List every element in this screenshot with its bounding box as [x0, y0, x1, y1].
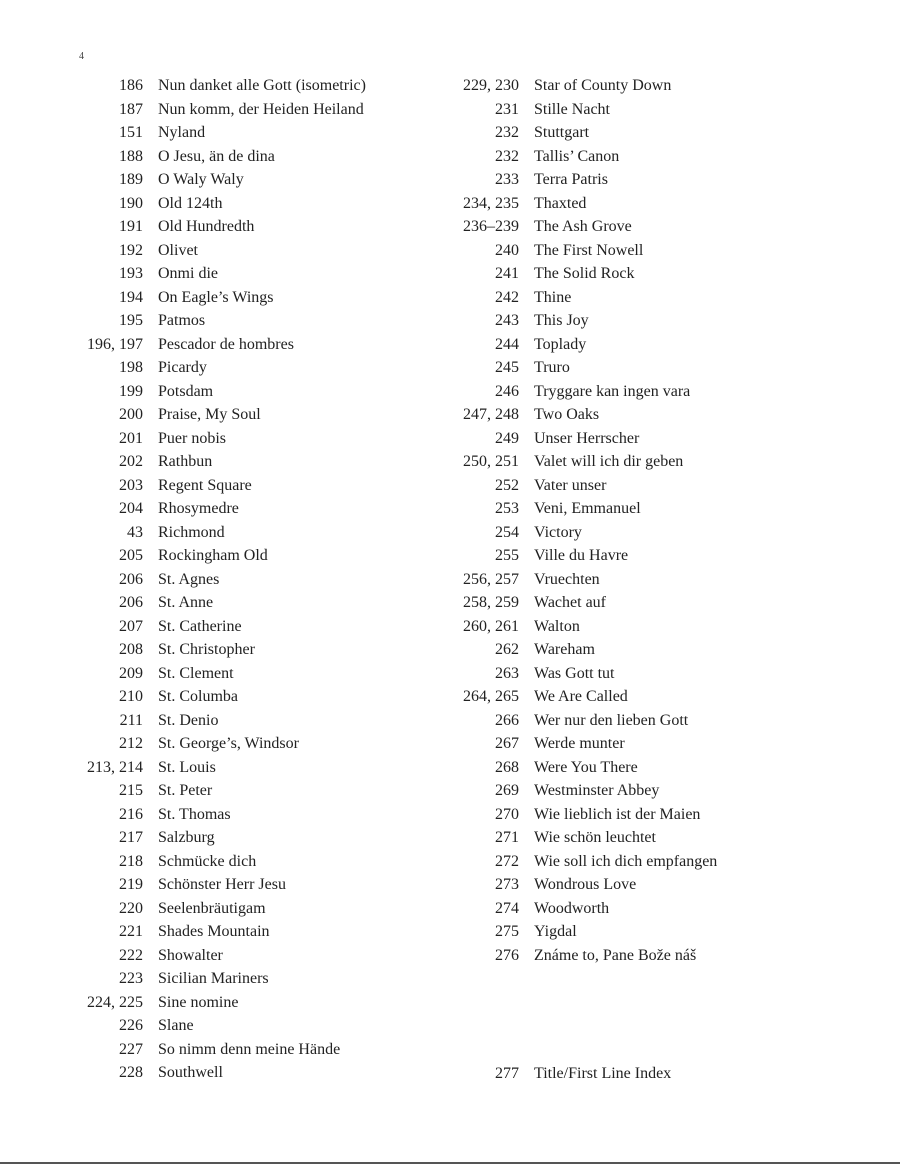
index-entry: [446, 262, 717, 286]
index-entry: [446, 638, 717, 662]
entry-number: 232: [495, 147, 519, 165]
entry-number: 194: [119, 288, 143, 306]
entry-number: 252: [495, 476, 519, 494]
index-entry: [446, 826, 717, 850]
index-entry: [446, 239, 717, 263]
index-entry: [70, 356, 366, 380]
index-entry: [70, 615, 366, 639]
entry-title: St. Catherine: [158, 617, 242, 635]
entry-number: 258, 259: [463, 594, 519, 611]
entry-title: Nun danket alle Gott (isometric): [158, 77, 366, 94]
entry-title: Nyland: [158, 124, 206, 141]
entry-number: 206: [119, 570, 143, 588]
entry-title: Onmi die: [158, 265, 218, 282]
entry-title: We Are Called: [534, 688, 628, 705]
entry-number: 190: [119, 194, 143, 212]
entry-title: Praise, My Soul: [158, 406, 261, 423]
entry-title: Rathbun: [158, 453, 213, 470]
index-entry: [446, 756, 717, 780]
index-entry: [70, 145, 366, 169]
index-entry: [70, 662, 366, 686]
entry-title: Wondrous Love: [534, 876, 637, 893]
index-entry: [70, 685, 366, 709]
index-entry: [446, 897, 717, 921]
entry-title: Tallis’ Canon: [534, 147, 620, 165]
index-entry: [446, 944, 717, 968]
entry-number: 188: [119, 147, 143, 165]
entry-number: 199: [119, 382, 143, 400]
entry-title: Schönster Herr Jesu: [158, 876, 286, 893]
index-entry: [446, 615, 717, 639]
entry-number: 250, 251: [463, 453, 519, 470]
index-entry: [70, 944, 366, 968]
entry-title: Showalter: [158, 946, 223, 964]
index-entry: [70, 1061, 366, 1085]
entry-title: Old Hundredth: [158, 218, 255, 235]
entry-title: Wer nur den lieben Gott: [534, 711, 689, 729]
entry-title: Westminster Abbey: [534, 782, 660, 799]
index-entry: [446, 544, 717, 568]
entry-number: 274: [495, 899, 519, 917]
entry-number: 204: [119, 500, 143, 517]
entry-title: Rockingham Old: [158, 547, 268, 564]
entry-title: St. Denio: [158, 711, 219, 729]
index-entry: [70, 709, 366, 733]
entry-number: 187: [119, 100, 143, 118]
entry-title: St. Columba: [158, 688, 239, 705]
index-entry: [70, 427, 366, 451]
index-entry: [446, 333, 717, 357]
entry-number: 256, 257: [463, 570, 519, 588]
index-entry: [446, 145, 717, 169]
index-entry: [70, 286, 366, 310]
entry-number: 272: [495, 852, 519, 870]
entry-title: Title/First Line Index: [534, 1065, 672, 1082]
index-entry: [70, 826, 366, 850]
index-entry: [70, 1038, 366, 1062]
entry-title: Nun komm, der Heiden Heiland: [158, 100, 364, 118]
entry-title: Stuttgart: [534, 124, 590, 141]
index-entry: [70, 920, 366, 944]
entry-number: 226: [119, 1017, 143, 1034]
index-entry: [70, 121, 366, 145]
entry-number: 277: [495, 1065, 519, 1082]
entry-number: 241: [495, 265, 519, 282]
entry-title: Was Gott tut: [534, 664, 615, 682]
entry-title: Patmos: [158, 312, 206, 329]
index-entry: [70, 450, 366, 474]
index-entry: [70, 544, 366, 568]
entry-number: 231: [495, 100, 519, 118]
entry-number: 219: [119, 876, 143, 893]
entry-number: 233: [495, 171, 519, 188]
entry-title: Richmond: [158, 523, 225, 541]
entry-title: Walton: [534, 617, 580, 635]
entry-number: 255: [495, 547, 519, 564]
entry-title: Regent Square: [158, 476, 252, 494]
entry-title: Seelenbräutigam: [158, 899, 266, 917]
index-entry: [446, 309, 717, 333]
index-entry: [446, 920, 717, 944]
entry-number: 193: [119, 265, 143, 282]
entry-title: St. Anne: [158, 594, 214, 611]
index-entry: [446, 873, 717, 897]
entry-title: Slane: [158, 1017, 194, 1034]
entry-title: Wareham: [534, 641, 595, 658]
index-entry: [446, 497, 717, 521]
entry-number: 232: [495, 124, 519, 141]
index-entry: [70, 873, 366, 897]
entry-title: St. Christopher: [158, 641, 255, 658]
index-entry: [70, 897, 366, 921]
index-entry: [446, 450, 717, 474]
index-entry: [70, 403, 366, 427]
entry-title: Toplady: [534, 335, 587, 353]
index-entry: [70, 991, 366, 1015]
entry-title: Were You There: [534, 758, 638, 776]
index-entry: [446, 192, 717, 216]
entry-title: Ville du Havre: [534, 547, 629, 564]
entry-title: The First Nowell: [534, 241, 644, 259]
entry-title: So nimm denn meine Hände: [158, 1040, 341, 1058]
entry-title: Old 124th: [158, 194, 223, 212]
entry-title: St. Thomas: [158, 805, 231, 823]
index-entry: [70, 850, 366, 874]
entry-title: On Eagle’s Wings: [158, 288, 274, 306]
entry-number: 209: [119, 664, 143, 682]
entry-title: Star of County Down: [534, 77, 672, 94]
entry-number: 224, 225: [87, 993, 143, 1011]
entry-number: 222: [119, 946, 143, 964]
entry-title: Woodworth: [534, 899, 610, 917]
entry-title: Puer nobis: [158, 429, 226, 447]
entry-number: 275: [495, 923, 519, 940]
index-entry: [446, 521, 717, 545]
index-entry: [70, 497, 366, 521]
entry-title: Shades Mountain: [158, 923, 270, 940]
entry-title: Werde munter: [534, 735, 625, 752]
entry-number: 203: [119, 476, 143, 494]
entry-title: Wie lieblich ist der Maien: [534, 805, 701, 823]
entry-title: Olivet: [158, 241, 198, 259]
entry-title: Thaxted: [534, 194, 587, 212]
entry-title: St. Agnes: [158, 570, 220, 588]
index-entry: [70, 215, 366, 239]
index-entry: [70, 967, 366, 991]
entry-number: 223: [119, 970, 143, 987]
index-entry: [446, 121, 717, 145]
entry-title: Vater unser: [534, 476, 607, 494]
entry-number: 191: [119, 218, 143, 235]
entry-number: 242: [495, 288, 519, 306]
index-entry: [446, 732, 717, 756]
entry-number: 220: [119, 899, 143, 917]
page-number: 4: [79, 51, 84, 62]
entry-number: 243: [495, 312, 519, 329]
entry-number: 276: [495, 946, 519, 964]
index-entry: [446, 215, 717, 239]
entry-title: Wachet auf: [534, 594, 606, 611]
entry-title: Southwell: [158, 1064, 223, 1081]
entry-title: Terra Patris: [534, 171, 608, 188]
entry-number: 246: [495, 382, 519, 400]
entry-number: 240: [495, 241, 519, 259]
entry-number: 260, 261: [463, 617, 519, 635]
entry-number: 273: [495, 876, 519, 893]
entry-number: 206: [119, 594, 143, 611]
entry-title: St. Clement: [158, 664, 234, 682]
entry-number: 216: [119, 805, 143, 823]
entry-title: Známe to, Pane Bože náš: [534, 946, 697, 964]
entry-number: 208: [119, 641, 143, 658]
index-entry-title-first-line: [446, 1062, 671, 1086]
entry-title: Picardy: [158, 359, 207, 376]
entry-number: 205: [119, 547, 143, 564]
index-entry: [70, 1014, 366, 1038]
index-entry: [70, 74, 366, 98]
index-entry: [446, 380, 717, 404]
index-entry: [446, 779, 717, 803]
entry-title: This Joy: [534, 312, 589, 329]
entry-number: 211: [119, 711, 143, 729]
entry-title: Salzburg: [158, 829, 215, 846]
index-entry: [70, 333, 366, 357]
entry-number: 201: [119, 429, 143, 447]
entry-number: 267: [495, 735, 519, 752]
entry-title: St. Peter: [158, 782, 213, 799]
index-entry: [70, 262, 366, 286]
entry-number: 227: [119, 1040, 143, 1058]
entry-number: 213, 214: [87, 758, 143, 776]
entry-title: Stille Nacht: [534, 100, 610, 118]
entry-number: 262: [495, 641, 519, 658]
index-entry: [446, 803, 717, 827]
index-entry: [70, 239, 366, 263]
index-entry: [446, 427, 717, 451]
index-entry: [70, 803, 366, 827]
entry-title: Two Oaks: [534, 406, 600, 423]
index-entry: [446, 568, 717, 592]
entry-title: Rhosymedre: [158, 500, 239, 517]
entry-title: St. Louis: [158, 758, 216, 776]
entry-number: 210: [119, 688, 143, 705]
entry-number: 221: [119, 923, 143, 940]
entry-number: 198: [119, 359, 143, 376]
index-entry: [446, 591, 717, 615]
entry-title: O Jesu, än de dina: [158, 147, 275, 165]
index-entry: [70, 98, 366, 122]
entry-number: 196, 197: [87, 335, 143, 353]
entry-number: 228: [119, 1064, 143, 1081]
entry-title: Yigdal: [534, 923, 577, 940]
index-entry: [446, 685, 717, 709]
index-entry: [70, 192, 366, 216]
index-entry: [70, 474, 366, 498]
entry-number: 236–239: [463, 218, 519, 235]
entry-title: Victory: [534, 523, 582, 541]
entry-title: Veni, Emmanuel: [534, 500, 641, 517]
entry-title: The Solid Rock: [534, 265, 635, 282]
entry-number: 271: [495, 829, 519, 846]
entry-number: 192: [119, 241, 143, 259]
index-entry: [446, 356, 717, 380]
entry-title: Unser Herrscher: [534, 429, 640, 447]
index-entry: [70, 380, 366, 404]
entry-number: 253: [495, 500, 519, 517]
index-entry: [70, 779, 366, 803]
entry-number: 229, 230: [463, 77, 519, 94]
index-entry: [446, 98, 717, 122]
index-entry: [446, 474, 717, 498]
entry-number: 245: [495, 359, 519, 376]
entry-number: 43: [127, 523, 143, 541]
entry-title: Pescador de hombres: [158, 335, 294, 353]
entry-title: Potsdam: [158, 382, 214, 400]
entry-number: 202: [119, 453, 143, 470]
entry-title: Vruechten: [534, 570, 600, 588]
index-entry: [70, 168, 366, 192]
index-entry: [70, 638, 366, 662]
entry-title: O Waly Waly: [158, 171, 244, 188]
index-left-column: [70, 74, 366, 1085]
index-entry: [70, 756, 366, 780]
entry-number: 195: [119, 312, 143, 329]
index-entry: [446, 168, 717, 192]
entry-title: Wie schön leuchtet: [534, 829, 656, 846]
index-entry: [446, 286, 717, 310]
entry-number: 249: [495, 429, 519, 447]
entry-number: 266: [495, 711, 519, 729]
entry-title: St. George’s, Windsor: [158, 735, 299, 752]
entry-number: 200: [119, 406, 143, 423]
entry-number: 212: [119, 735, 143, 752]
entry-number: 215: [119, 782, 143, 799]
entry-title: Sicilian Mariners: [158, 970, 269, 987]
entry-number: 264, 265: [463, 688, 519, 705]
entry-title: The Ash Grove: [534, 218, 632, 235]
entry-title: Wie soll ich dich empfangen: [534, 852, 718, 870]
entry-number: 254: [495, 523, 519, 541]
index-entry: [70, 591, 366, 615]
entry-number: 263: [495, 664, 519, 682]
entry-number: 151: [119, 124, 143, 141]
index-entry: [446, 709, 717, 733]
entry-number: 218: [119, 852, 143, 870]
entry-number: 189: [119, 171, 143, 188]
entry-title: Thine: [534, 288, 572, 306]
entry-title: Sine nomine: [158, 993, 239, 1011]
index-entry: [70, 309, 366, 333]
entry-number: 268: [495, 758, 519, 776]
index-right-column: [446, 74, 717, 967]
index-entry: [70, 521, 366, 545]
entry-title: Tryggare kan ingen vara: [534, 382, 691, 400]
entry-number: 207: [119, 617, 143, 635]
entry-number: 186: [119, 77, 143, 94]
entry-number: 269: [495, 782, 519, 799]
index-entry: [70, 732, 366, 756]
index-entry: [446, 403, 717, 427]
entry-number: 234, 235: [463, 194, 519, 212]
entry-title: Valet will ich dir geben: [534, 453, 684, 470]
index-entry: [446, 662, 717, 686]
entry-number: 244: [495, 335, 519, 353]
index-entry: [446, 850, 717, 874]
index-entry: [70, 568, 366, 592]
entry-number: 270: [495, 805, 519, 823]
entry-number: 217: [119, 829, 143, 846]
index-entry: [446, 74, 717, 98]
entry-title: Truro: [534, 359, 570, 376]
entry-number: 247, 248: [463, 406, 519, 423]
entry-title: Schmücke dich: [158, 852, 257, 870]
